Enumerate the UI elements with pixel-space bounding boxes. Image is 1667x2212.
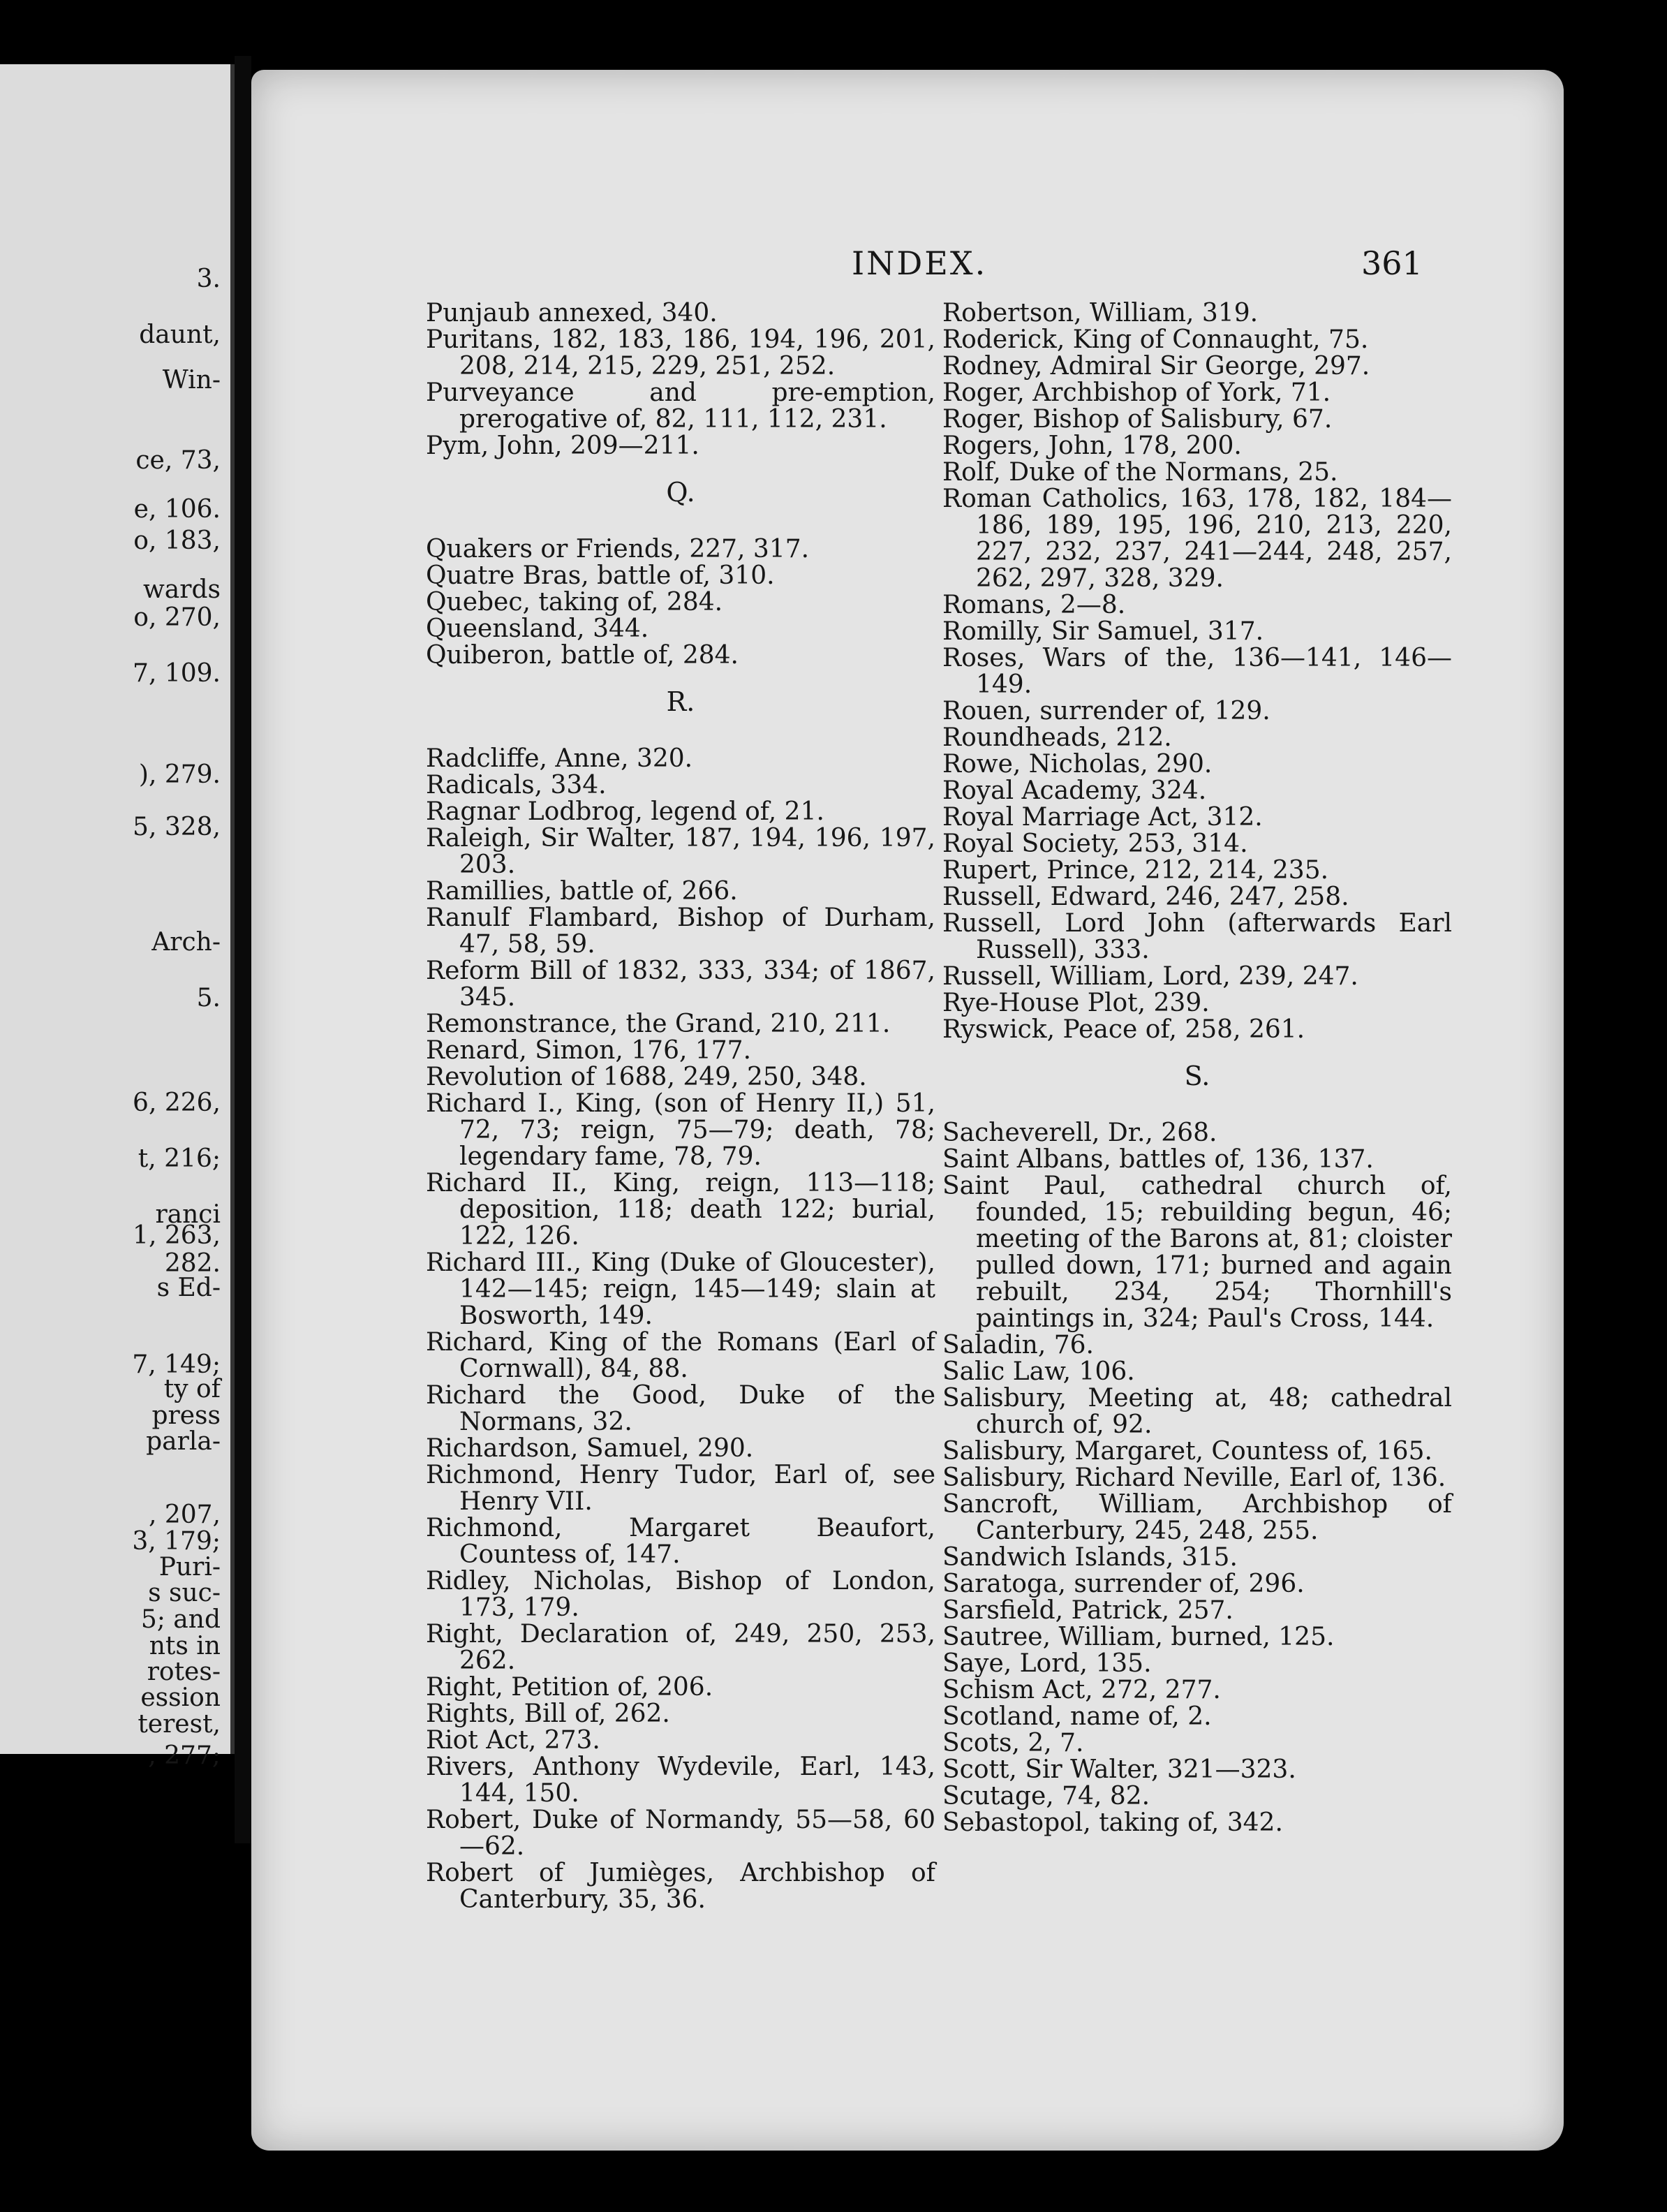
index-entry: Saratoga, surrender of, 296. — [942, 1570, 1305, 1598]
index-entry: Romilly, Sir Samuel, 317. — [942, 617, 1264, 646]
facing-page-fragment: rotes- — [147, 1658, 221, 1686]
index-entry: Richard III., King (Duke of Gloucester), 142—145; reign, 145—149; slain at Bosworth, 149. — [426, 1248, 935, 1330]
index-entry: Raleigh, Sir Walter, 187, 194, 196, 197, 203. — [426, 824, 935, 879]
index-entry: Rolf, Duke of the Normans, 25. — [942, 458, 1338, 487]
index-entry: Richard I., King, (son of Henry II,) 51, 72, 73; reign, 75—79; death, 78; legendary fame, 78, 79. — [426, 1089, 935, 1171]
facing-page-fragment: 7, 109. — [133, 659, 221, 688]
index-entry: Quakers or Friends, 227, 317. — [426, 535, 810, 563]
index-entry: Saint Albans, battles of, 136, 137. — [942, 1145, 1374, 1174]
section-letter-heading: R. — [666, 686, 695, 717]
facing-page-fragment: press — [151, 1401, 221, 1430]
facing-page-fragment: Win- — [162, 366, 221, 395]
index-entry: Rights, Bill of, 262. — [426, 1699, 670, 1728]
facing-page-fragment: e, 106. — [133, 495, 221, 524]
index-entry: Reform Bill of 1832, 333, 334; of 1867, 345. — [426, 957, 935, 1012]
index-entry: Quiberon, battle of, 284. — [426, 641, 739, 670]
index-entry: Schism Act, 272, 277. — [942, 1676, 1221, 1704]
index-entry: Sandwich Islands, 315. — [942, 1543, 1238, 1572]
index-entry: Robertson, William, 319. — [942, 299, 1259, 327]
index-entry: Royal Society, 253, 314. — [942, 830, 1248, 858]
index-entry: Ramillies, battle of, 266. — [426, 877, 738, 906]
facing-page-fragment: , 207, — [148, 1501, 221, 1529]
index-entry: Richard the Good, Duke of the Normans, 32. — [426, 1381, 935, 1436]
section-letter-heading: Q. — [666, 477, 695, 508]
index-entry: Salisbury, Margaret, Countess of, 165. — [942, 1437, 1432, 1466]
index-entry: Richardson, Samuel, 290. — [426, 1434, 754, 1463]
index-entry: Sebastopol, taking of, 342. — [942, 1808, 1283, 1837]
index-entry: Riot Act, 273. — [426, 1726, 600, 1755]
index-entry: Roger, Archbishop of York, 71. — [942, 378, 1331, 407]
facing-page-fragment: ty of — [163, 1375, 221, 1403]
index-entry: Revolution of 1688, 249, 250, 348. — [426, 1063, 867, 1091]
facing-page-fragment: ession — [140, 1683, 221, 1712]
facing-page-fragment: 282. — [164, 1249, 221, 1278]
facing-page-fragment: parla- — [146, 1427, 221, 1456]
index-entry: Puritans, 182, 183, 186, 194, 196, 201, 208, 214, 215, 229, 251, 252. — [426, 325, 935, 381]
index-entry: Roundheads, 212. — [942, 723, 1172, 752]
index-entry: Roderick, King of Connaught, 75. — [942, 325, 1369, 354]
facing-page-fragment: s Ed- — [156, 1274, 221, 1302]
index-entry: Ranulf Flambard, Bishop of Durham, 47, 58, 59. — [426, 904, 935, 959]
index-entry: Quebec, taking of, 284. — [426, 588, 723, 617]
index-entry: Sancroft, William, Archbishop of Canterbury, 245, 248, 255. — [942, 1490, 1452, 1545]
index-entry: Purveyance and pre-emption, prerogative of, 82, 111, 112, 231. — [426, 378, 935, 434]
facing-page-fragment: Arch- — [151, 928, 221, 957]
index-entry: Ryswick, Peace of, 258, 261. — [942, 1015, 1305, 1044]
facing-page-fragment: nts in — [149, 1632, 221, 1660]
page-header — [251, 244, 1564, 286]
index-entry: Right, Petition of, 206. — [426, 1673, 713, 1702]
index-entry: Saye, Lord, 135. — [942, 1649, 1152, 1678]
index-entry: Scutage, 74, 82. — [942, 1782, 1150, 1811]
index-entry: Rogers, John, 178, 200. — [942, 432, 1242, 460]
index-entry: Richmond, Henry Tudor, Earl of, see Henry VII. — [426, 1461, 935, 1516]
index-entry: Russell, William, Lord, 239, 247. — [942, 962, 1358, 991]
index-entry: Roger, Bishop of Salisbury, 67. — [942, 405, 1333, 434]
index-entry: Rupert, Prince, 212, 214, 235. — [942, 856, 1329, 885]
index-entry: Royal Marriage Act, 312. — [942, 803, 1263, 832]
index-entry: Romans, 2—8. — [942, 591, 1126, 619]
index-entry: Rowe, Nicholas, 290. — [942, 750, 1213, 779]
index-entry: Rivers, Anthony Wydevile, Earl, 143, 144, 150. — [426, 1753, 935, 1808]
index-entry: Royal Academy, 324. — [942, 776, 1207, 805]
index-entry: Richard, King of the Romans (Earl of Cornwall), 84, 88. — [426, 1328, 935, 1383]
index-entry: Scots, 2, 7. — [942, 1729, 1084, 1757]
index-entry: Salic Law, 106. — [942, 1357, 1135, 1386]
index-entry: Robert, Duke of Normandy, 55—58, 60—62. — [426, 1806, 935, 1861]
index-entry: Salisbury, Richard Neville, Earl of, 136. — [942, 1463, 1446, 1492]
page-title: INDEX. — [852, 244, 988, 282]
index-entry: Saladin, 76. — [942, 1331, 1094, 1359]
index-page — [251, 70, 1564, 2151]
facing-page-fragment: 5; and — [140, 1605, 221, 1634]
section-letter-heading: S. — [1184, 1061, 1210, 1091]
scan-border — [1564, 84, 1667, 2212]
book-gutter — [235, 56, 251, 1843]
index-entry: Robert of Jumièges, Archbishop of Canterbury, 35, 36. — [426, 1859, 935, 1914]
facing-page-fragment: o, 270, — [133, 603, 221, 632]
facing-page-fragment: 7, 149; — [132, 1350, 221, 1379]
index-entry: Ragnar Lodbrog, legend of, 21. — [426, 797, 824, 826]
index-entry: Salisbury, Meeting at, 48; cathedral church of, 92. — [942, 1384, 1452, 1439]
facing-page-fragment: 3. — [196, 265, 221, 293]
facing-page-fragment: 3, 179; — [132, 1527, 221, 1556]
facing-page-edge — [0, 64, 235, 1770]
index-entry: Russell, Lord John (afterwards Earl Russell), 333. — [942, 909, 1452, 964]
index-entry: Queensland, 344. — [426, 614, 649, 643]
facing-page-fragment: ce, 73, — [135, 446, 221, 475]
facing-page-fragment: t, 216; — [138, 1144, 221, 1173]
facing-page-fragment: , 277; — [148, 1741, 221, 1770]
page-number: 361 — [1361, 244, 1423, 282]
index-entry: Rodney, Admiral Sir George, 297. — [942, 352, 1370, 381]
index-entry: Right, Declaration of, 249, 250, 253, 262. — [426, 1620, 935, 1675]
index-entry: Punjaub annexed, 340. — [426, 299, 718, 327]
index-entry: Sautree, William, burned, 125. — [942, 1623, 1335, 1651]
index-entry: Scotland, name of, 2. — [942, 1702, 1212, 1731]
index-entry: Renard, Simon, 176, 177. — [426, 1036, 752, 1065]
facing-page-fragment: 5, 328, — [133, 813, 221, 841]
index-entry: Pym, John, 209—211. — [426, 432, 699, 460]
index-entry: Richmond, Margaret Beaufort, Countess of, 147. — [426, 1514, 935, 1569]
index-entry: Richard II., King, reign, 113—118; deposition, 118; death 122; burial, 122, 126. — [426, 1169, 935, 1251]
index-entry: Rouen, surrender of, 129. — [942, 697, 1270, 725]
index-entry: Saint Paul, cathedral church of, founded, 15; rebuilding begun, 46; meeting of the Barons at, 81; cloister pulled down, 171; burned and again rebuilt, 234, 254; Thornhill's paintings in, 324; Paul's Cross, 144. — [942, 1172, 1452, 1333]
index-entry: Russell, Edward, 246, 247, 258. — [942, 883, 1349, 911]
facing-page-fragment: terest, — [138, 1710, 221, 1739]
facing-page-fragment: o, 183, — [133, 526, 221, 555]
index-entry: Sarsfield, Patrick, 257. — [942, 1596, 1233, 1625]
facing-page-fragment: ), 279. — [138, 760, 221, 789]
index-entry: Roses, Wars of the, 136—141, 146—149. — [942, 644, 1452, 699]
index-column-left — [426, 300, 935, 1913]
facing-page-fragment: 5. — [196, 984, 221, 1012]
index-entry: Radicals, 334. — [426, 771, 607, 799]
index-entry: Ridley, Nicholas, Bishop of London, 173, 179. — [426, 1567, 935, 1622]
index-entry: Roman Catholics, 163, 178, 182, 184—186, 189, 195, 196, 210, 213, 220, 227, 232, 237, 241—244, 248, 257, 262, 297, 328, 329. — [942, 485, 1452, 593]
facing-page-fragment: Puri- — [158, 1553, 221, 1581]
facing-page-fragment: daunt, — [139, 320, 221, 349]
index-entry: Radcliffe, Anne, 320. — [426, 744, 693, 773]
facing-page-fragment: 6, 226, — [133, 1089, 221, 1117]
facing-page-fragment: wards — [142, 575, 221, 604]
index-entry: Scott, Sir Walter, 321—323. — [942, 1755, 1296, 1784]
facing-page-fragment: s suc- — [148, 1579, 221, 1607]
index-entry: Remonstrance, the Grand, 210, 211. — [426, 1010, 891, 1038]
facing-page-fragment: ranci — [155, 1200, 221, 1229]
index-entry: Rye-House Plot, 239. — [942, 989, 1210, 1017]
index-entry: Quatre Bras, battle of, 310. — [426, 561, 775, 590]
facing-page-fragment: 1, 263, — [133, 1221, 221, 1250]
index-column-right — [942, 300, 1452, 1836]
index-entry: Sacheverell, Dr., 268. — [942, 1119, 1217, 1147]
